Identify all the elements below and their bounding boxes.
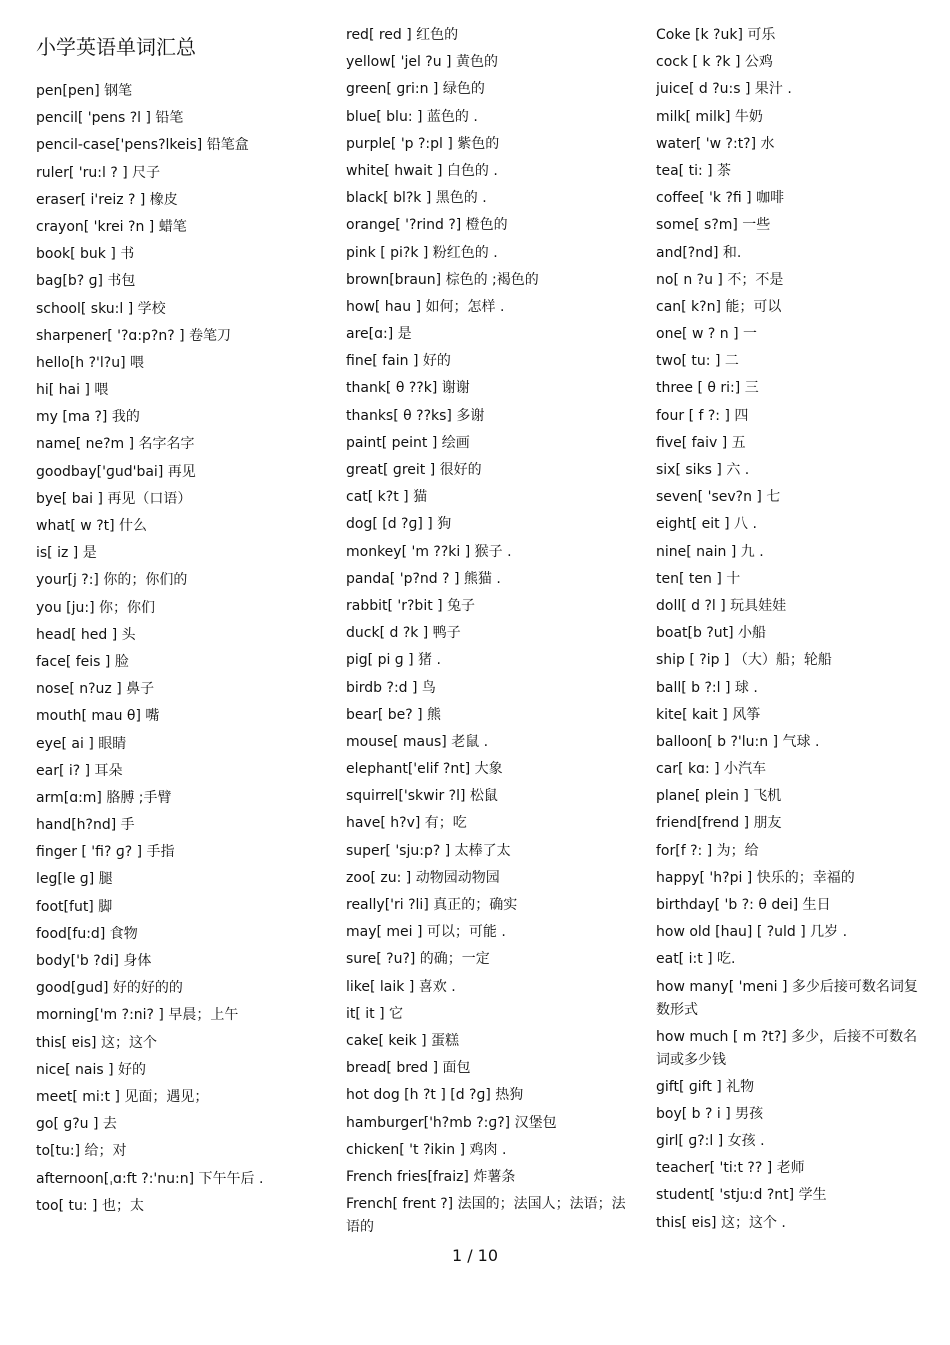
vocabulary-entry: rabbit[ 'r?bit ] 兔子 xyxy=(346,597,476,614)
vocabulary-entry: school[ sku:l ] 学校 xyxy=(36,300,166,317)
vocabulary-entry: head[ hed ] 头 xyxy=(36,626,136,643)
vocabulary-entry: gift[ ɡift ] 礼物 xyxy=(656,1078,755,1095)
vocabulary-entry: ball[ b ?:l ] 球 . xyxy=(656,679,758,696)
vocabulary-entry: goodbay['ɡud'bai] 再见 xyxy=(36,463,196,480)
vocabulary-entry: great[ ɡreit ] 很好的 xyxy=(346,462,482,478)
vocabulary-entry: how[ hau ] 如何；怎样 . xyxy=(346,298,505,315)
vocabulary-entry: bye[ bai ] 再见（口语） xyxy=(36,490,192,507)
vocabulary-entry: thank[ θ ??k] 谢谢 xyxy=(346,380,470,397)
vocabulary-entry: happy[ 'h?pi ] 快乐的；幸福的 xyxy=(656,869,855,886)
vocabulary-entry: student[ 'stju:d ?nt] 学生 xyxy=(656,1187,827,1204)
vocabulary-entry: kite[ kait ] 风筝 xyxy=(656,706,761,723)
vocabulary-entry: foot[fut] 脚 xyxy=(36,898,113,915)
vocabulary-entry: pen[pen] 钢笔 xyxy=(36,83,133,99)
vocabulary-column-3 xyxy=(656,24,924,1239)
vocabulary-entry: super[ 'sju:p? ] 太棒了太 xyxy=(346,842,511,859)
vocabulary-entry: birdb ?:d ] 鸟 xyxy=(346,679,436,696)
vocabulary-entry: food[fu:d] 食物 xyxy=(36,925,138,942)
vocabulary-entry: to[tu:] 给；对 xyxy=(36,1143,127,1160)
vocabulary-entry: hand[h?nd] 手 xyxy=(36,817,135,834)
vocabulary-entry: how much [ m ?t?] 多少，后接不可数名词或多少钱 xyxy=(656,1028,918,1068)
vocabulary-entry: birthday[ 'b ?: θ dei] 生日 xyxy=(656,897,831,913)
vocabulary-column-1 xyxy=(36,80,326,1222)
vocabulary-entry: what[ w ?t] 什么 xyxy=(36,518,148,534)
vocabulary-entry: elephant['elif ?nt] 大象 xyxy=(346,761,503,778)
vocabulary-entry: no[ n ?u ] 不；不是 xyxy=(656,271,784,288)
page-number: 1 / 10 xyxy=(451,1246,499,1265)
vocabulary-entry: are[ɑ:] 是 xyxy=(346,326,412,343)
vocabulary-entry: two[ tu: ] 二 xyxy=(656,353,739,370)
vocabulary-entry: pig[ pi ɡ ] 猪 . xyxy=(346,652,441,669)
vocabulary-entry: French[ frent ?] 法国的；法国人；法语；法语的 xyxy=(346,1196,626,1236)
vocabulary-entry: sharpener[ '?ɑ:p?n? ] 卷笔刀 xyxy=(36,327,232,344)
vocabulary-entry: go[ ɡ?u ] 去 xyxy=(36,1116,117,1133)
vocabulary-entry: black[ bl?k ] 黑色的 . xyxy=(346,190,487,207)
vocabulary-entry: for[f ?: ] 为；给 xyxy=(656,842,759,859)
vocabulary-entry: three [ θ ri:] 三 xyxy=(656,380,759,397)
vocabulary-entry: too[ tu: ] 也；太 xyxy=(36,1197,144,1214)
vocabulary-entry: French fries[fraiz] 炸薯条 xyxy=(346,1168,516,1185)
vocabulary-entry: ear[ i? ] 耳朵 xyxy=(36,762,123,779)
vocabulary-entry: hot dog [h ?t ] [d ?ɡ] 热狗 xyxy=(346,1087,524,1104)
vocabulary-entry: really['ri ?li] 真正的；确实 xyxy=(346,897,518,913)
vocabulary-entry: brown[braun] 棕色的 ;褐色的 xyxy=(346,271,539,288)
vocabulary-entry: five[ faiv ] 五 xyxy=(656,434,746,451)
vocabulary-entry: panda[ 'p?nd ? ] 熊猫 . xyxy=(346,570,501,587)
vocabulary-entry: sure[ ?u?] 的确；一定 xyxy=(346,951,490,968)
vocabulary-entry: doll[ d ?l ] 玩具娃娃 xyxy=(656,597,787,614)
vocabulary-entry: zoo[ zu: ] 动物园动物园 xyxy=(346,869,500,886)
vocabulary-entry: plane[ plein ] 飞机 xyxy=(656,788,782,805)
vocabulary-entry: six[ siks ] 六 . xyxy=(656,462,750,478)
vocabulary-entry: nice[ nais ] 好的 xyxy=(36,1061,146,1078)
vocabulary-entry: finger [ 'fi? ɡ? ] 手指 xyxy=(36,844,175,861)
vocabulary-entry: one[ w ? n ] 一 xyxy=(656,326,757,343)
vocabulary-entry: mouse[ maus] 老鼠 . xyxy=(346,733,489,750)
vocabulary-entry: meet[ mi:t ] 见面；遇见； xyxy=(36,1088,209,1105)
vocabulary-entry: chicken[ 't ?ikin ] 鸡肉 . xyxy=(346,1141,507,1158)
vocabulary-entry: duck[ d ?k ] 鸭子 xyxy=(346,625,461,642)
vocabulary-entry: milk[ milk] 牛奶 xyxy=(656,108,763,125)
vocabulary-entry: cock [ k ?k ] 公鸡 xyxy=(656,54,773,71)
vocabulary-entry: car[ kɑ: ] 小汽车 xyxy=(656,761,767,778)
vocabulary-entry: white[ hwait ] 白色的 . xyxy=(346,162,498,179)
vocabulary-entry: ruler[ 'ru:l ? ] 尺子 xyxy=(36,164,161,181)
vocabulary-entry: purple[ 'p ?:pl ] 紫色的 xyxy=(346,135,500,152)
vocabulary-entry: hi[ hai ] 喂 xyxy=(36,382,109,399)
vocabulary-entry: teacher[ 'ti:t ?? ] 老师 xyxy=(656,1160,805,1177)
vocabulary-entry: name[ ne?m ] 名字名字 xyxy=(36,436,195,453)
vocabulary-entry: friend[frend ] 朋友 xyxy=(656,815,782,832)
vocabulary-entry: ten[ ten ] 十 xyxy=(656,570,741,587)
vocabulary-entry: hamburger['h?mb ?:ɡ?] 汉堡包 xyxy=(346,1114,557,1131)
vocabulary-entry: coffee[ 'k ?fi ] 咖啡 xyxy=(656,190,785,207)
vocabulary-entry: my [ma ?] 我的 xyxy=(36,409,140,426)
vocabulary-entry: some[ s?m] 一些 xyxy=(656,217,771,234)
vocabulary-entry: bag[b? ɡ] 书包 xyxy=(36,273,136,290)
vocabulary-entry: boat[b ?ut] 小船 xyxy=(656,625,767,642)
vocabulary-column-2 xyxy=(346,24,636,1243)
vocabulary-entry: like[ laik ] 喜欢 . xyxy=(346,978,456,995)
vocabulary-entry: nose[ n?uz ] 鼻子 xyxy=(36,681,155,698)
vocabulary-entry: thanks[ θ ??ks] 多谢 xyxy=(346,407,485,424)
vocabulary-entry: this[ ɐis] 这；这个 xyxy=(36,1034,157,1051)
vocabulary-entry: have[ h?v] 有；吃 xyxy=(346,815,467,832)
vocabulary-entry: cake[ keik ] 蛋糕 xyxy=(346,1032,459,1049)
vocabulary-entry: blue[ blu: ] 蓝色的 . xyxy=(346,108,478,125)
vocabulary-entry: mouth[ mau θ] 嘴 xyxy=(36,708,160,725)
vocabulary-entry: crayon[ 'krei ?n ] 蜡笔 xyxy=(36,218,187,235)
vocabulary-entry: hello[h ?'l?u] 喂 xyxy=(36,354,145,371)
vocabulary-entry: body['b ?di] 身体 xyxy=(36,953,152,969)
vocabulary-entry: bear[ be? ] 熊 xyxy=(346,706,442,723)
vocabulary-entry: may[ mei ] 可以；可能 . xyxy=(346,924,506,941)
vocabulary-entry: orange[ '?rind ?] 橙色的 xyxy=(346,217,508,234)
vocabulary-entry: this[ ɐis] 这；这个 . xyxy=(656,1214,786,1231)
vocabulary-entry: seven[ 'sev?n ] 七 xyxy=(656,489,781,506)
vocabulary-entry: boy[ b ? i ] 男孩 xyxy=(656,1105,764,1122)
vocabulary-entry: cat[ k?t ] 猫 xyxy=(346,489,428,506)
vocabulary-entry: afternoon[ˌɑ:ft ?:'nu:n] 下午午后 . xyxy=(36,1170,264,1187)
vocabulary-entry: how old [hau] [ ?uld ] 几岁 . xyxy=(656,924,848,941)
vocabulary-entry: eight[ eit ] 八 . xyxy=(656,516,757,533)
vocabulary-entry: pencil-case['pens?lkeis] 铅笔盒 xyxy=(36,137,249,154)
vocabulary-entry: monkey[ 'm ??ki ] 猴子 . xyxy=(346,543,512,560)
vocabulary-entry: tea[ ti: ] 茶 xyxy=(656,162,732,179)
vocabulary-entry: it[ it ] 它 xyxy=(346,1005,404,1022)
vocabulary-entry: water[ 'w ?:t?] 水 xyxy=(656,135,775,152)
vocabulary-entry: is[ iz ] 是 xyxy=(36,545,97,562)
vocabulary-entry: Coke [k ?uk] 可乐 xyxy=(656,27,776,43)
vocabulary-entry: you [ju:] 你；你们 xyxy=(36,599,156,616)
vocabulary-entry: book[ buk ] 书 xyxy=(36,246,135,263)
vocabulary-entry: eye[ ai ] 眼睛 xyxy=(36,735,127,752)
vocabulary-entry: ship [ ?ip ] （大）船；轮船 xyxy=(656,652,832,669)
vocabulary-entry: eraser[ i'reiz ? ] 橡皮 xyxy=(36,191,178,208)
page-title: 小学英语单词汇总 xyxy=(36,35,196,59)
vocabulary-entry: juice[ d ?u:s ] 果汁 . xyxy=(656,81,792,98)
vocabulary-entry: leg[le ɡ] 腿 xyxy=(36,871,113,888)
vocabulary-entry: green[ ɡri:n ] 绿色的 xyxy=(346,81,485,98)
vocabulary-entry: your[j ?:] 你的；你们的 xyxy=(36,572,188,589)
vocabulary-entry: face[ feis ] 脸 xyxy=(36,653,129,670)
vocabulary-entry: paint[ peint ] 绘画 xyxy=(346,434,470,451)
vocabulary-entry: bread[ bred ] 面包 xyxy=(346,1060,471,1077)
vocabulary-entry: arm[ɑ:m] 胳膊 ;手臂 xyxy=(36,789,172,806)
vocabulary-entry: squirrel['skwir ?l] 松鼠 xyxy=(346,788,498,805)
vocabulary-entry: red[ red ] 红色的 xyxy=(346,27,459,43)
vocabulary-entry: nine[ nain ] 九 . xyxy=(656,543,764,560)
vocabulary-entry: fine[ fain ] 好的 xyxy=(346,353,451,370)
vocabulary-entry: balloon[ b ?'lu:n ] 气球 . xyxy=(656,733,820,750)
vocabulary-entry: yellow[ 'jel ?u ] 黄色的 xyxy=(346,54,498,71)
vocabulary-entry: pink [ pi?k ] 粉红色的 . xyxy=(346,244,498,261)
vocabulary-entry: and[?nd] 和. xyxy=(656,244,742,261)
vocabulary-entry: good[ɡud] 好的好的的 xyxy=(36,980,183,997)
vocabulary-entry: dog[ [d ?ɡ] ] 狗 xyxy=(346,516,452,533)
vocabulary-entry: how many[ 'meni ] 多少后接可数名词复数形式 xyxy=(656,978,918,1018)
vocabulary-entry: pencil[ 'pens ?l ] 铅笔 xyxy=(36,110,184,127)
vocabulary-entry: can[ k?n] 能；可以 xyxy=(656,298,782,315)
vocabulary-entry: morning['m ?:ni? ] 早晨；上午 xyxy=(36,1007,239,1024)
vocabulary-entry: girl[ ɡ?:l ] 女孩 . xyxy=(656,1132,765,1149)
vocabulary-entry: four [ f ?: ] 四 xyxy=(656,407,749,424)
vocabulary-entry: eat[ i:t ] 吃. xyxy=(656,951,736,968)
